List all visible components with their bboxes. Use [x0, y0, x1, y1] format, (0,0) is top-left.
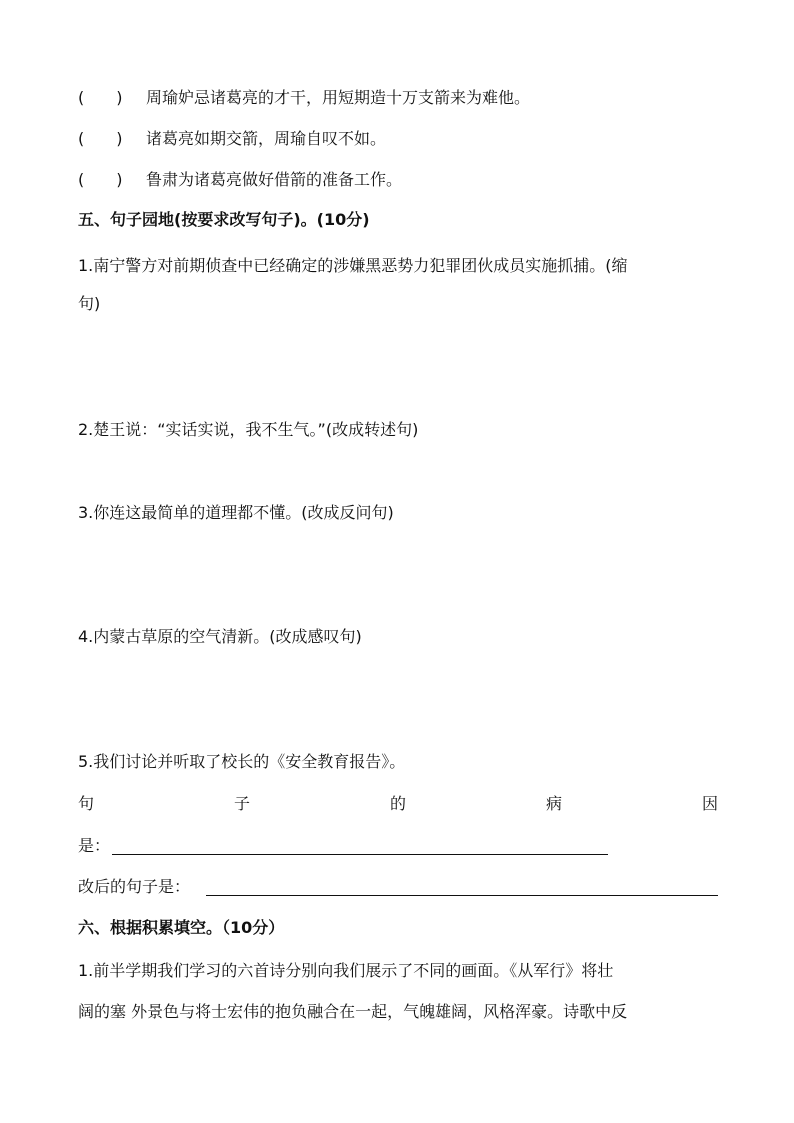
tf-text: 鲁肃为诸葛亮做好借箭的准备工作。 — [146, 170, 403, 189]
q3-text: 3.你连这最简单的道理都不懂。(改成反问句) — [78, 503, 394, 522]
cause-char: 的 — [389, 794, 406, 813]
tf-item-3 — [78, 170, 402, 190]
tf-text: 周瑜妒忌诸葛亮的才干，用短期造十万支箭来为难他。 — [146, 88, 531, 107]
tf-text: 诸葛亮如期交箭，周瑜自叹不如。 — [146, 129, 387, 148]
cause-tail: 是： — [78, 836, 111, 855]
cause-char: 子 — [233, 794, 250, 813]
q1-text-cont: 句) — [78, 294, 101, 313]
answer-paren[interactable]: ( ) — [78, 170, 123, 189]
q5-text: 5.我们讨论并听取了校长的《安全教育报告》。 — [78, 752, 406, 771]
section6-para-line2: 阔的塞 外景色与将士宏伟的抱负融合在一起，气魄雄阔，风格浑豪。诗歌中反 — [78, 1002, 628, 1021]
cause-char: 句 — [78, 794, 95, 813]
section5-title: 五、句子园地(按要求改写句子)。(10分) — [78, 210, 370, 229]
q2-text: 2.楚王说：“实话实说，我不生气。”(改成转述句) — [78, 420, 419, 439]
cause-answer-blank[interactable] — [112, 854, 608, 855]
q4-text: 4.内蒙古草原的空气清新。(改成感叹句) — [78, 627, 362, 646]
cause-char: 因 — [701, 794, 718, 813]
answer-paren[interactable]: ( ) — [78, 129, 123, 148]
fixed-sentence-blank[interactable] — [206, 895, 718, 896]
answer-paren[interactable]: ( ) — [78, 88, 123, 107]
section6-para-line1: 1.前半学期我们学习的六首诗分别向我们展示了不同的画面。《从军行》将壮 — [78, 961, 614, 980]
tf-item-1 — [78, 88, 530, 108]
tf-item-2 — [78, 129, 386, 149]
cause-char: 病 — [545, 794, 562, 813]
q1-text: 1.南宁警方对前期侦查中已经确定的涉嫌黑恶势力犯罪团伙成员实施抓捕。(缩 — [78, 256, 628, 275]
fixed-sentence-label: 改后的句子是： — [78, 877, 191, 896]
section6-title: 六、根据积累填空。（10分） — [78, 918, 285, 937]
cause-label-spread — [78, 794, 718, 814]
